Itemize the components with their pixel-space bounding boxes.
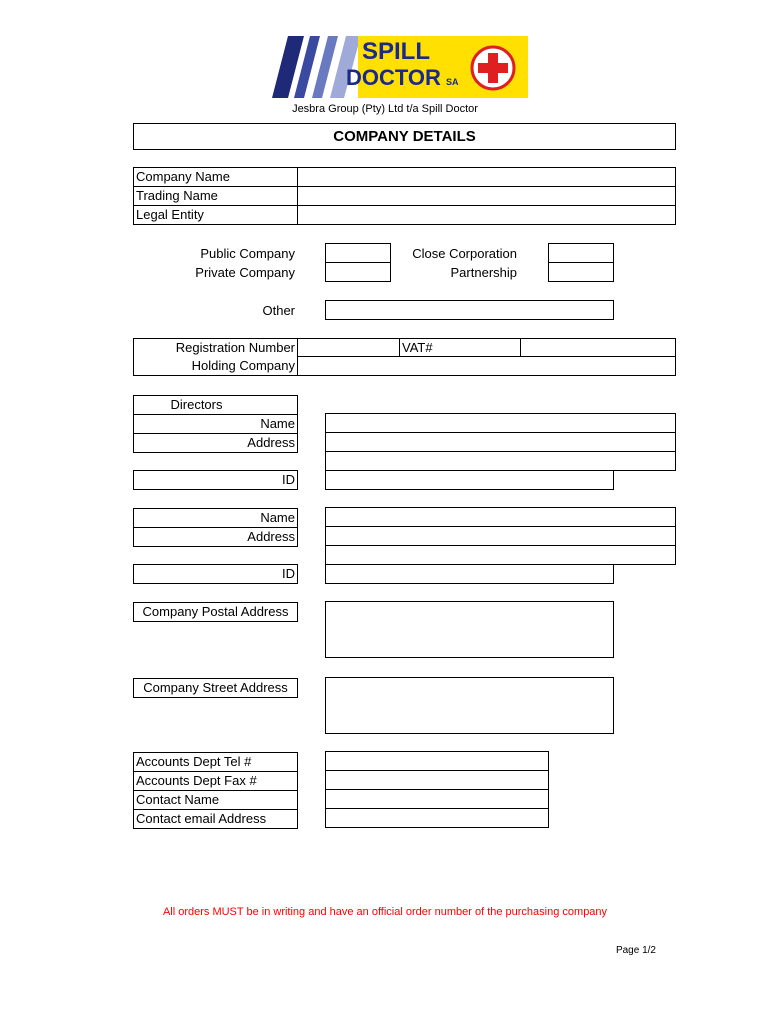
director2-name-label: Name — [133, 508, 298, 528]
close-corporation-checkbox[interactable] — [548, 243, 614, 263]
director1-id-label: ID — [133, 470, 298, 490]
director1-name-label: Name — [133, 414, 298, 434]
holding-company-label: Holding Company — [133, 357, 298, 376]
public-company-checkbox[interactable] — [325, 243, 391, 263]
company-line: Jesbra Group (Pty) Ltd t/a Spill Doctor — [292, 103, 478, 115]
fax-field[interactable] — [325, 770, 549, 790]
director2-address-field-1[interactable] — [325, 526, 676, 546]
street-address-field[interactable] — [325, 677, 614, 734]
public-company-label: Public Company — [200, 246, 295, 261]
director1-address-field-2[interactable] — [325, 451, 676, 471]
other-field[interactable] — [325, 300, 614, 320]
director2-address-label: Address — [133, 527, 298, 547]
holding-company-field[interactable] — [297, 356, 676, 376]
street-address-label: Company Street Address — [133, 678, 298, 698]
company-name-field[interactable] — [297, 167, 676, 187]
director1-address-label: Address — [133, 433, 298, 453]
partnership-checkbox[interactable] — [548, 262, 614, 282]
directors-heading: Directors — [133, 395, 298, 415]
contact-name-label: Contact Name — [133, 790, 298, 810]
legal-entity-label: Legal Entity — [133, 205, 298, 225]
tel-label: Accounts Dept Tel # — [133, 752, 298, 772]
director2-id-field[interactable] — [325, 564, 614, 584]
director2-name-field[interactable] — [325, 507, 676, 527]
legal-entity-field[interactable] — [297, 205, 676, 225]
contact-email-label: Contact email Address — [133, 809, 298, 829]
trading-name-field[interactable] — [297, 186, 676, 206]
director1-address-field-1[interactable] — [325, 432, 676, 452]
fax-label: Accounts Dept Fax # — [133, 771, 298, 791]
private-company-checkbox[interactable] — [325, 262, 391, 282]
red-cross-icon — [468, 43, 518, 93]
title-box — [133, 123, 676, 150]
page-number: Page 1/2 — [615, 945, 656, 956]
logo-line2: DOCTOR — [346, 65, 441, 90]
director1-id-field[interactable] — [325, 470, 614, 490]
postal-address-label: Company Postal Address — [133, 602, 298, 622]
company-name-label: Company Name — [133, 167, 298, 187]
logo-line1: SPILL — [362, 38, 431, 65]
other-label: Other — [262, 303, 295, 318]
registration-number-field[interactable] — [297, 338, 400, 357]
logo-suffix: SA — [446, 77, 459, 87]
orders-notice: All orders MUST be in writing and have an official order number of the purchasing company — [162, 906, 608, 918]
private-company-label: Private Company — [195, 265, 295, 280]
director1-name-field[interactable] — [325, 413, 676, 433]
director2-address-field-2[interactable] — [325, 545, 676, 565]
trading-name-label: Trading Name — [133, 186, 298, 206]
contact-email-field[interactable] — [325, 808, 549, 828]
partnership-label: Partnership — [450, 265, 517, 280]
postal-address-field[interactable] — [325, 601, 614, 658]
page-title: COMPANY DETAILS — [333, 128, 476, 145]
spill-doctor-logo — [268, 36, 528, 98]
logo-stripes-icon — [268, 36, 358, 98]
close-corporation-label: Close Corporation — [412, 246, 517, 261]
registration-number-label: Registration Number — [133, 338, 298, 357]
contact-name-field[interactable] — [325, 789, 549, 809]
tel-field[interactable] — [325, 751, 549, 771]
director2-id-label: ID — [133, 564, 298, 584]
vat-field[interactable] — [520, 338, 676, 357]
vat-label: VAT# — [399, 338, 521, 357]
